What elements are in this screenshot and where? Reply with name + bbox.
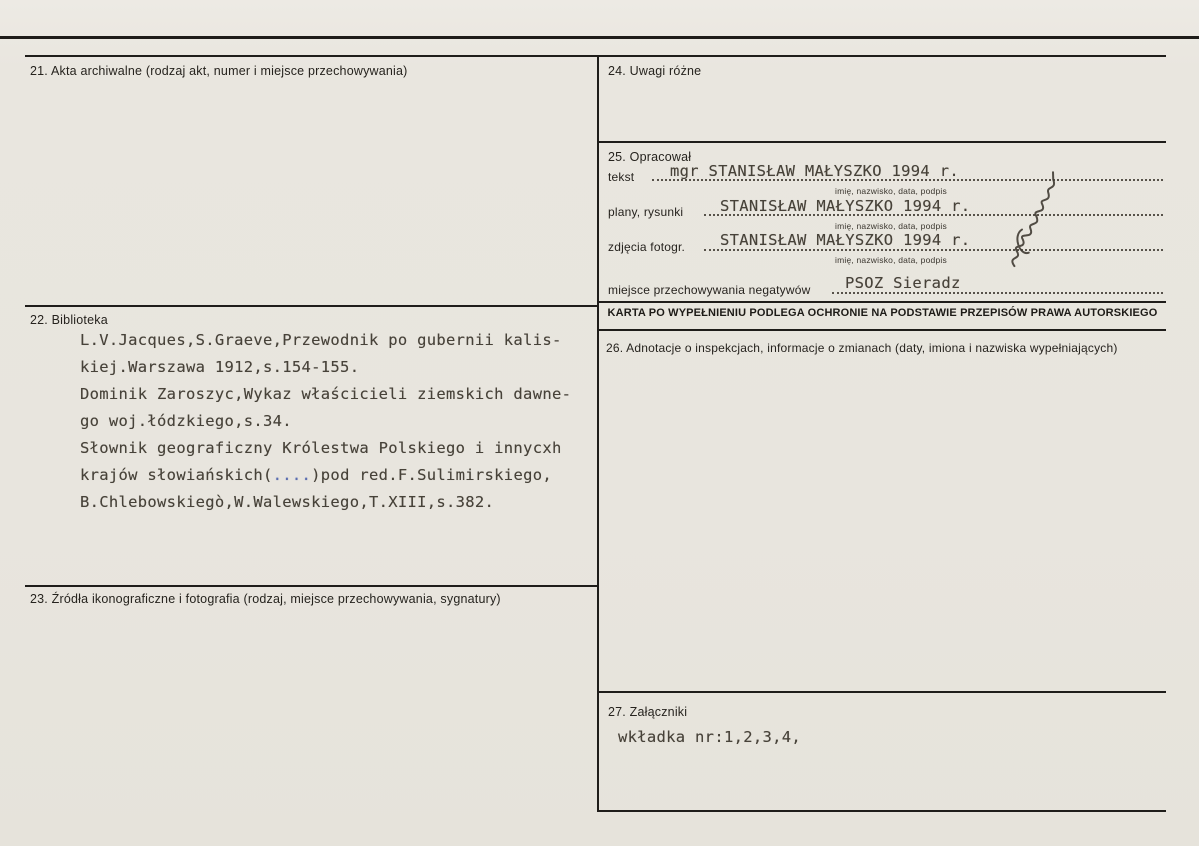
biblioteka-line: B.Chlebowskiegò,W.Walewskiego,T.XIII,s.382.: [80, 493, 495, 511]
fill-in-line: [652, 179, 1163, 181]
biblioteka-line: Słownik geograficzny Królestwa Polskiego i innycxh: [80, 439, 562, 457]
biblioteka-line: Dominik Zaroszyc,Wykaz właścicieli ziemskich dawne-: [80, 385, 572, 403]
rule-right-bottom: [599, 810, 1166, 812]
section-27-title: 27. Załączniki: [608, 705, 688, 719]
rule-notice-top: [599, 301, 1166, 303]
form-top-rule: [25, 55, 1166, 57]
column-divider-rule: [597, 55, 599, 812]
rule-between-22-23: [25, 585, 597, 587]
top-border-rule: [0, 36, 1199, 39]
biblioteka-line: go woj.łódzkiego,s.34.: [80, 412, 292, 430]
biblioteka-line: L.V.Jacques,S.Graeve,Przewodnik po gubernii kalis-: [80, 331, 562, 349]
rule-between-21-22: [25, 305, 597, 307]
zalaczniki-content: wkładka nr:1,2,3,4,: [618, 728, 802, 746]
field-caption: imię, nazwisko, data, podpis: [835, 186, 947, 196]
section-21-title: 21. Akta archiwalne (rodzaj akt, numer i miejsce przechowywania): [30, 64, 408, 78]
field-label-plany-rysunki: plany, rysunki: [608, 205, 684, 219]
field-value-plany-rysunki: STANISŁAW MAŁYSZKO 1994 r.: [720, 197, 971, 215]
biblioteka-line-segment: krajów słowiańskich(: [80, 466, 273, 484]
fill-in-line: [832, 292, 1163, 294]
section-23-title: 23. Źródła ikonograficzne i fotografia (rodzaj, miejsce przechowywania, sygnatury): [30, 592, 501, 606]
field-value-miejsce-negatywow: PSOZ Sieradz: [845, 274, 961, 292]
section-22-title: 22. Biblioteka: [30, 313, 108, 327]
blue-ink-dots: ....: [272, 466, 312, 484]
biblioteka-line-segment: )pod red.F.Sulimirskiego,: [311, 466, 552, 484]
field-label-tekst: tekst: [608, 170, 635, 184]
field-value-zdjecia-fotogr: STANISŁAW MAŁYSZKO 1994 r.: [720, 231, 971, 249]
rule-between-24-25: [599, 141, 1166, 143]
biblioteka-line: kiej.Warszawa 1912,s.154-155.: [80, 358, 360, 376]
rule-notice-bottom: [599, 329, 1166, 331]
field-caption: imię, nazwisko, data, podpis: [835, 255, 947, 265]
section-25-title: 25. Opracował: [608, 150, 692, 164]
field-label-miejsce-negatywow: miejsce przechowywania negatywów: [608, 283, 811, 297]
field-caption: imię, nazwisko, data, podpis: [835, 221, 947, 231]
fill-in-line: [704, 214, 1163, 216]
field-value-tekst: mgr STANISŁAW MAŁYSZKO 1994 r.: [670, 162, 959, 180]
copyright-notice: KARTA PO WYPEŁNIENIU PODLEGA OCHRONIE NA PODSTAWIE PRZEPISÓW PRAWA AUTORSKIEGO: [607, 307, 1158, 319]
rule-between-26-27: [599, 691, 1166, 693]
fill-in-line: [704, 249, 1163, 251]
biblioteka-line: [80, 466, 552, 484]
signature-icon: [994, 167, 1076, 273]
section-26-title: 26. Adnotacje o inspekcjach, informacje o zmianach (daty, imiona i nazwiska wypełniających): [606, 341, 1118, 355]
field-label-zdjecia-fotogr: zdjęcia fotogr.: [608, 240, 686, 254]
section-24-title: 24. Uwagi różne: [608, 64, 702, 78]
